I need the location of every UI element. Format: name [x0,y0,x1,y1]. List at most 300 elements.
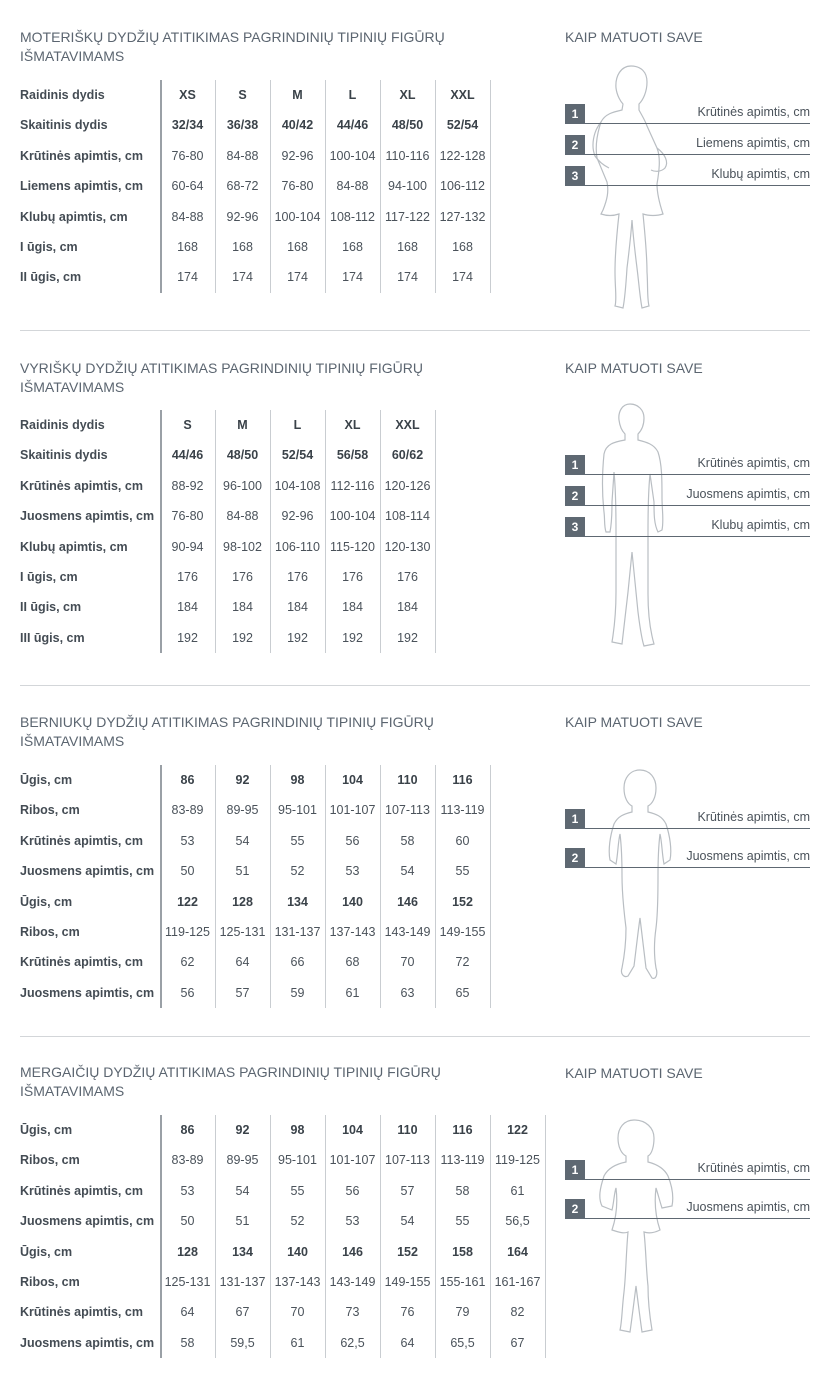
table-cell: 40/42 [281,118,314,133]
marker-number: 1 [565,809,585,829]
column-separator [545,1115,546,1358]
marker-label: Krūtinės apimtis, cm [697,1161,810,1175]
table-cell: 174 [452,270,473,285]
table-cell: 184 [287,600,308,615]
table-cell: 107-113 [385,1153,430,1168]
table-cell: 192 [342,630,363,645]
column-separator [490,80,491,293]
table-cell: 73 [345,1305,360,1320]
row-label: I ūgis, cm [20,570,78,584]
table-cell: 65 [455,985,470,1000]
table-cell: 131-137 [274,925,321,939]
table-cell: 107-113 [385,803,430,818]
row-label: Ribos, cm [20,925,80,939]
table-cell: 84-88 [336,179,369,194]
table-cell: 168 [287,240,308,254]
table-cell: 55 [455,864,470,879]
table-cell: 174 [397,270,418,285]
table-row [20,1328,545,1358]
table-cell: 119-125 [165,925,210,939]
table-cell: 56 [345,833,360,848]
table-cell: 51 [235,864,250,879]
table-cell: 54 [235,833,250,848]
girls-size-section [0,1036,830,1389]
table-cell: 184 [232,600,253,615]
table-cell: 63 [400,985,415,1000]
table-cell: 52/54 [281,448,314,463]
marker-number: 2 [565,135,585,155]
table-cell: 101-107 [329,1153,376,1168]
marker-number: 1 [565,455,585,475]
table-row [20,826,490,856]
table-cell: 76-80 [281,179,314,194]
table-cell: 104 [342,1123,363,1137]
table-row [20,202,490,232]
table-cell: 116 [452,773,473,787]
row-label: Liemens apimtis, cm [20,179,143,194]
table-cell: 59,5 [230,1335,255,1350]
table-cell: 82 [510,1305,525,1320]
table-cell: 68-72 [226,179,259,194]
women-size-section [0,0,830,330]
table-cell: 54 [400,1214,415,1229]
table-cell: 149-155 [439,925,486,939]
table-cell: 67 [235,1305,250,1320]
table-cell: S [183,418,192,432]
row-label: Juosmens apimtis, cm [20,864,155,879]
row-label: Juosmens apimtis, cm [20,1214,155,1229]
table-cell: 125-131 [164,1275,211,1289]
table-cell: 127-132 [439,209,486,224]
table-cell: 44/46 [336,118,369,133]
table-cell: XL [399,88,416,102]
table-row [20,856,490,886]
table-cell: 68 [345,955,360,970]
table-cell: 192 [177,630,198,645]
column-separator [490,765,491,1008]
table-cell: L [348,88,357,102]
table-cell: 54 [235,1183,250,1198]
table-cell: 52 [290,864,305,879]
table-cell: 174 [232,270,253,285]
table-row [20,765,490,795]
table-cell: 88-92 [171,478,204,493]
table-row [20,440,435,470]
table-row [20,501,435,531]
table-row [20,917,490,947]
marker-number: 3 [565,166,585,186]
table-cell: 92 [235,773,250,787]
marker-label: Krūtinės apimtis, cm [697,456,810,470]
table-cell: 176 [397,570,418,584]
table-cell: 83-89 [171,1153,204,1168]
row-label: Klubų apimtis, cm [20,209,128,224]
table-cell: 119-125 [495,1153,540,1168]
table-row [20,171,490,201]
section-title: MERGAIČIŲ DYDŽIŲ ATITIKIMAS PAGRINDINIŲ TIPINIŲ FIGŪRŲ IŠMATAVIMAMS [20,1064,441,1099]
table-cell: 155-161 [439,1275,486,1289]
table-cell: M [292,88,303,102]
table-cell: 70 [400,955,415,970]
table-cell: 168 [342,240,363,254]
table-cell: 59 [290,985,305,1000]
table-cell: 53 [345,1214,360,1229]
row-label: II ūgis, cm [20,270,82,285]
table-cell: 115-120 [330,539,375,554]
table-cell: 120-130 [384,539,431,554]
table-cell: 36/38 [226,118,259,133]
table-cell: 158 [452,1244,473,1259]
table-cell: 64 [180,1305,195,1320]
table-cell: 168 [397,240,418,254]
table-cell: 110 [397,1123,418,1137]
table-cell: 112-116 [330,478,375,493]
measure-marker [565,1199,810,1219]
table-cell: 66 [290,955,305,970]
row-label: Ūgis, cm [20,1244,73,1259]
table-cell: 53 [345,864,360,879]
table-cell: 184 [177,600,198,615]
table-cell: 65,5 [450,1335,475,1350]
table-cell: 76 [400,1305,415,1320]
table-row [20,1297,545,1327]
table-cell: 176 [177,570,198,584]
table-cell: 134 [287,894,308,909]
marker-label: Juosmens apimtis, cm [686,1200,810,1214]
size-table [20,765,490,1008]
table-row [20,110,490,140]
measure-marker [565,517,810,537]
table-cell: 50 [180,1214,195,1229]
section-title: VYRIŠKŲ DYDŽIŲ ATITIKIMAS PAGRINDINIŲ TIPINIŲ FIGŪRŲ IŠMATAVIMAMS [20,360,423,395]
table-cell: 57 [235,985,250,1000]
row-label: Skaitinis dydis [20,118,108,133]
table-cell: 52/54 [446,118,479,133]
table-cell: XS [179,88,196,102]
table-cell: 60 [455,833,470,848]
table-cell: 84-88 [226,509,259,524]
table-cell: 192 [287,630,308,645]
measure-marker [565,166,810,186]
table-row [20,887,490,917]
table-row [20,410,435,440]
table-cell: 168 [177,240,198,254]
measure-marker [565,135,810,155]
marker-label: Liemens apimtis, cm [696,136,810,150]
table-cell: 48/50 [391,118,424,133]
table-cell: 92-96 [281,148,314,163]
table-cell: 110-116 [385,148,430,163]
marker-number: 2 [565,1199,585,1219]
table-cell: 53 [180,1183,195,1198]
table-cell: 174 [177,270,198,285]
table-cell: 53 [180,833,195,848]
row-label: Juosmens apimtis, cm [20,985,155,1000]
table-cell: 176 [342,570,363,584]
size-table [20,1115,545,1358]
row-label: Raidinis dydis [20,88,105,102]
table-cell: 104 [342,773,363,787]
marker-number: 2 [565,848,585,868]
row-label: Juosmens apimtis, cm [20,1335,155,1350]
table-row [20,80,490,110]
table-cell: 32/34 [171,118,204,133]
table-cell: 52 [290,1214,305,1229]
table-cell: 92-96 [226,209,259,224]
table-cell: 101-107 [329,803,376,818]
table-cell: 64 [400,1335,415,1350]
table-cell: 146 [342,1244,363,1259]
table-cell: 84-88 [171,209,204,224]
table-cell: 83-89 [171,803,204,818]
table-cell: 161-167 [494,1275,541,1289]
boys-size-section [0,685,830,1035]
table-cell: 55 [455,1214,470,1229]
table-cell: 56 [180,985,195,1000]
table-row [20,623,435,653]
table-cell: 152 [452,894,473,909]
table-cell: 56/58 [336,448,369,463]
table-cell: 184 [397,600,418,615]
table-row [20,1237,545,1267]
table-cell: L [293,418,302,432]
table-cell: 192 [397,630,418,645]
table-cell: 117-122 [385,209,430,224]
table-cell: 106-110 [275,539,320,554]
table-cell: 60-64 [171,179,204,194]
table-cell: 61 [345,985,360,1000]
table-row [20,532,435,562]
table-row [20,562,435,592]
row-label: Skaitinis dydis [20,448,108,463]
marker-label: Krūtinės apimtis, cm [697,810,810,824]
table-cell: 48/50 [226,448,259,463]
table-cell: 168 [452,240,473,254]
table-cell: 61 [290,1335,305,1350]
row-label: Krūtinės apimtis, cm [20,478,143,493]
row-label: Krūtinės apimtis, cm [20,955,143,970]
table-cell: 134 [232,1244,253,1259]
table-cell: 140 [287,1244,308,1259]
table-row [20,947,490,977]
table-row [20,1206,545,1236]
row-label: III ūgis, cm [20,630,85,645]
table-row [20,471,435,501]
table-cell: 143-149 [384,925,431,939]
table-cell: 108-112 [330,209,375,224]
marker-label: Juosmens apimtis, cm [686,849,810,863]
marker-label: Klubų apimtis, cm [711,518,810,532]
table-cell: 106-112 [440,179,485,194]
table-cell: 184 [342,600,363,615]
table-cell: 84-88 [226,148,259,163]
table-cell: 108-114 [385,509,430,524]
marker-label: Krūtinės apimtis, cm [697,105,810,119]
table-cell: 57 [400,1183,415,1198]
row-label: Krūtinės apimtis, cm [20,833,143,848]
row-label: Juosmens apimtis, cm [20,509,155,524]
table-cell: 58 [180,1335,195,1350]
table-cell: 58 [455,1183,470,1198]
row-label: Ribos, cm [20,803,80,818]
measure-marker [565,104,810,124]
woman-figure-icon [585,62,675,312]
table-cell: 89-95 [226,1153,259,1168]
measure-marker [565,809,810,829]
table-cell: 168 [232,240,253,254]
table-cell: 64 [235,955,250,970]
table-cell: 79 [455,1305,470,1320]
how-to-measure-title: KAIP MATUOTI SAVE [565,714,703,730]
girl-figure-icon [592,1118,682,1338]
measure-marker [565,455,810,475]
row-label: Klubų apimtis, cm [20,539,128,554]
table-cell: 60/62 [391,448,424,463]
table-cell: 61 [510,1183,525,1198]
section-title: BERNIUKŲ DYDŽIŲ ATITIKIMAS PAGRINDINIŲ TIPINIŲ FIGŪRŲ IŠMATAVIMAMS [20,714,434,749]
table-cell: 113-119 [440,803,485,818]
measure-marker [565,486,810,506]
table-cell: 62 [180,955,195,970]
table-cell: 89-95 [226,803,259,818]
table-cell: 55 [290,1183,305,1198]
table-cell: 149-155 [384,1275,431,1289]
table-cell: 137-143 [274,1275,321,1289]
men-size-section [0,330,830,685]
table-cell: 110 [397,773,418,787]
table-cell: 95-101 [278,803,317,818]
table-cell: 58 [400,833,415,848]
table-row [20,978,490,1008]
table-cell: 96-100 [223,478,262,493]
row-label: II ūgis, cm [20,600,82,615]
marker-number: 2 [565,486,585,506]
table-row [20,1176,545,1206]
how-to-measure-title: KAIP MATUOTI SAVE [565,29,703,45]
table-cell: XL [344,418,361,432]
table-cell: 100-104 [329,148,376,163]
table-cell: 122 [507,1123,528,1137]
table-cell: 50 [180,864,195,879]
section-title: MOTERIŠKŲ DYDŽIŲ ATITIKIMAS PAGRINDINIŲ TIPINIŲ FIGŪRŲ IŠMATAVIMAMS [20,29,445,64]
table-cell: 55 [290,833,305,848]
table-cell: 92-96 [281,509,314,524]
table-cell: 116 [452,1123,473,1137]
table-cell: 95-101 [278,1153,317,1168]
size-table [20,410,435,653]
table-cell: XXL [450,88,475,102]
row-label: Ūgis, cm [20,1123,73,1137]
marker-number: 1 [565,1160,585,1180]
table-cell: XXL [395,418,420,432]
marker-label: Klubų apimtis, cm [711,167,810,181]
row-label: Ribos, cm [20,1275,80,1289]
table-cell: 67 [510,1335,525,1350]
how-to-measure-title: KAIP MATUOTI SAVE [565,1065,703,1081]
table-cell: M [237,418,248,432]
row-label: Ūgis, cm [20,773,73,787]
table-cell: 174 [287,270,308,285]
table-cell: 104-108 [274,478,321,493]
table-cell: 128 [232,894,253,909]
table-cell: 122 [177,894,198,909]
table-cell: 100-104 [329,509,376,524]
row-label: I ūgis, cm [20,240,78,254]
table-cell: 56 [345,1183,360,1198]
row-label: Krūtinės apimtis, cm [20,148,143,163]
size-table [20,80,490,293]
table-row [20,1145,545,1175]
boy-figure-icon [600,768,680,988]
table-cell: 90-94 [171,539,204,554]
row-label: Krūtinės apimtis, cm [20,1183,143,1198]
table-cell: 125-131 [219,925,266,939]
marker-number: 3 [565,517,585,537]
table-cell: 72 [455,955,470,970]
column-separator [435,410,436,653]
table-cell: 113-119 [440,1153,485,1168]
marker-number: 1 [565,104,585,124]
table-row [20,795,490,825]
table-cell: 120-126 [384,478,431,493]
table-cell: 76-80 [171,148,204,163]
table-cell: 62,5 [340,1335,365,1350]
measure-marker [565,848,810,868]
table-cell: 174 [342,270,363,285]
row-label: Ūgis, cm [20,894,73,909]
table-cell: 51 [235,1214,250,1229]
table-cell: 70 [290,1305,305,1320]
row-label: Krūtinės apimtis, cm [20,1305,143,1320]
table-cell: 140 [342,894,363,909]
table-cell: 76-80 [171,509,204,524]
row-label: Raidinis dydis [20,418,105,432]
row-label: Ribos, cm [20,1153,80,1168]
how-to-measure-title: KAIP MATUOTI SAVE [565,360,703,376]
table-cell: 92 [235,1123,250,1137]
table-cell: 122-128 [439,148,486,163]
marker-label: Juosmens apimtis, cm [686,487,810,501]
table-cell: 137-143 [329,925,376,939]
table-cell: 56,5 [505,1214,530,1229]
table-cell: 44/46 [171,448,204,463]
table-row [20,1267,545,1297]
table-cell: 131-137 [219,1275,266,1289]
table-cell: 128 [177,1244,198,1259]
table-cell: 86 [180,773,195,787]
table-cell: 54 [400,864,415,879]
table-cell: 152 [397,1244,418,1259]
table-row [20,232,490,262]
table-cell: 192 [232,630,253,645]
table-cell: 98-102 [223,539,262,554]
measure-marker [565,1160,810,1180]
table-row [20,141,490,171]
table-row [20,1115,545,1145]
table-cell: 143-149 [329,1275,376,1289]
table-row [20,262,490,292]
table-cell: 98 [290,1123,305,1137]
table-cell: 176 [232,570,253,584]
table-cell: 164 [507,1244,528,1259]
table-cell: S [238,88,247,102]
table-cell: 146 [397,894,418,909]
table-cell: 86 [180,1123,195,1137]
table-cell: 94-100 [388,179,427,194]
table-cell: 100-104 [274,209,321,224]
table-cell: 176 [287,570,308,584]
table-cell: 98 [290,773,305,787]
